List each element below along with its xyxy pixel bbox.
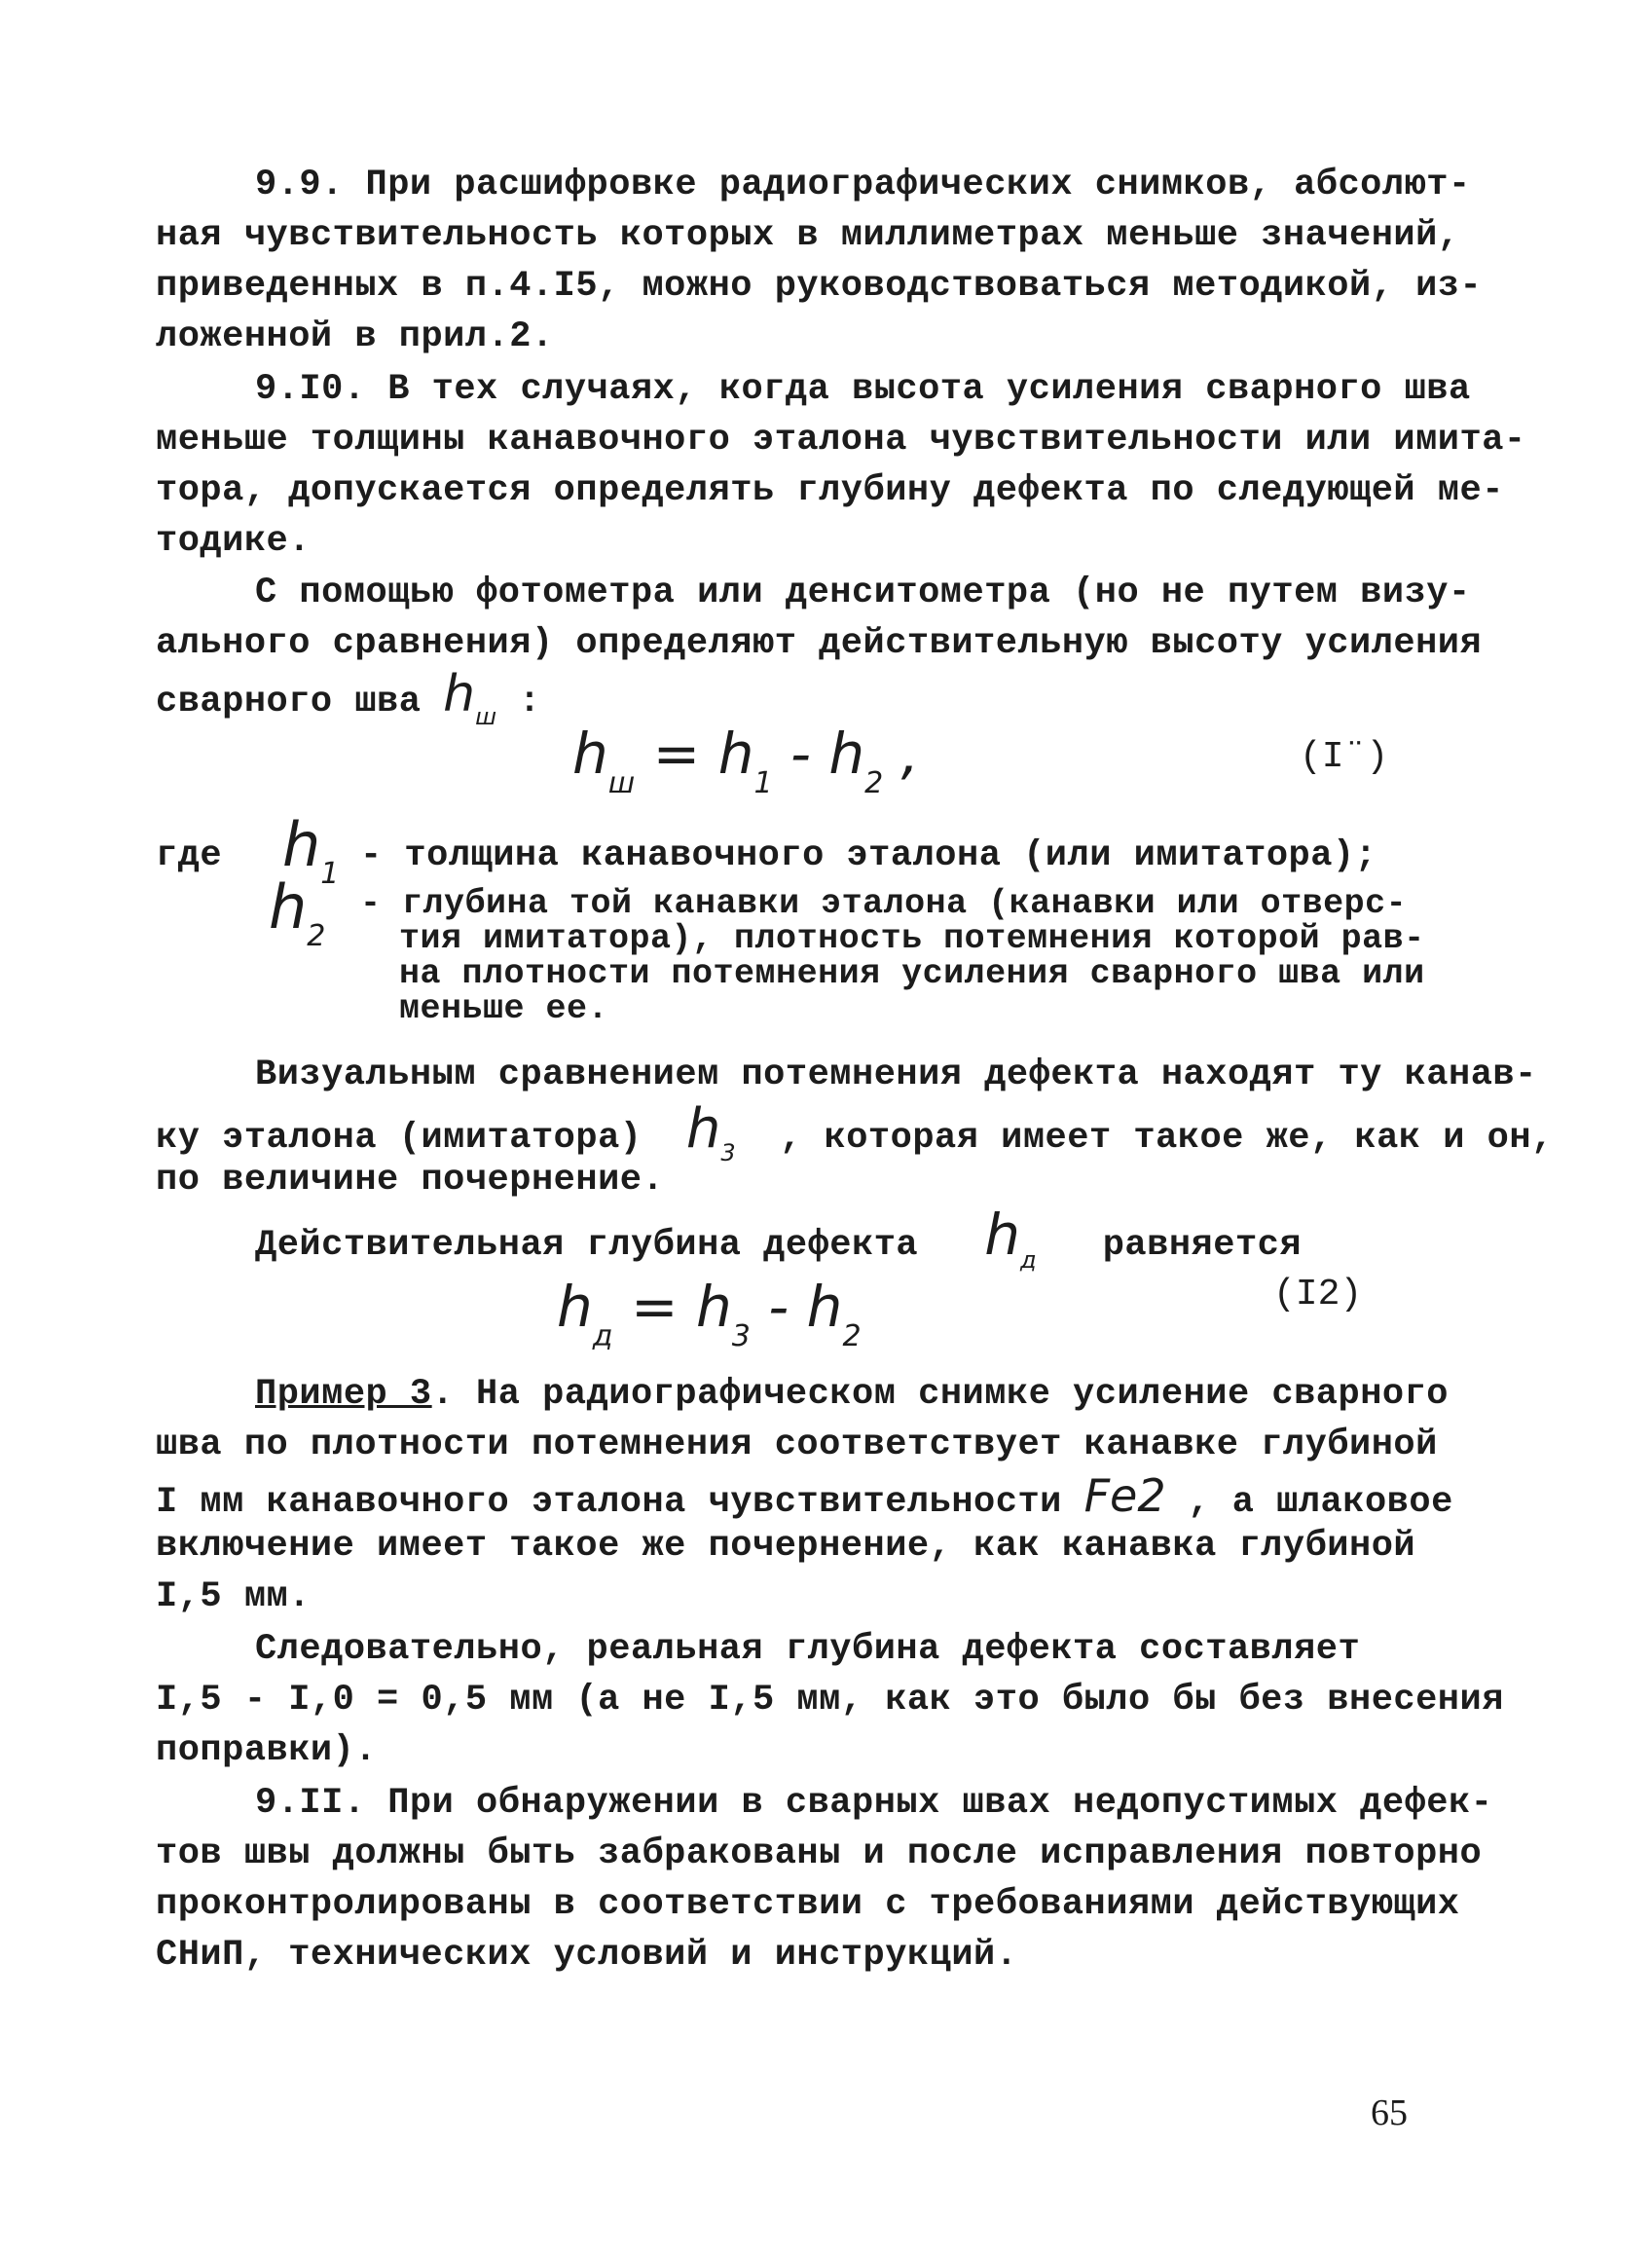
text-line: проконтролированы в соответствии с требованиями действующих: [156, 1884, 1460, 1925]
symbol-h: h: [685, 1097, 721, 1161]
text-line: приведенных в п.4.I5, можно руководствоваться методикой, из-: [156, 266, 1483, 307]
symbol-h: h: [572, 721, 608, 787]
symbol-subscript: 3: [731, 1319, 751, 1353]
text-line: по величине почернение.: [156, 1160, 665, 1201]
symbol-h: h: [828, 721, 865, 787]
text-line: 9.9. При расшифровке радиографических снимков, абсолют-: [255, 165, 1471, 205]
text-line: I,5 - I,0 = 0,5 мм (а не I,5 мм, как это было бы без внесения: [156, 1680, 1504, 1721]
comma: ,: [883, 721, 920, 787]
symbol-subscript: ш: [475, 703, 497, 730]
text-fragment: Действительная глубина дефекта: [255, 1225, 919, 1266]
text-line: шва по плотности потемнения соответствует канавке глубиной: [156, 1425, 1438, 1465]
symbol-subscript: 1: [320, 857, 340, 891]
text-line: включение имеет такое же почернение, как канавка глубиной: [156, 1526, 1416, 1567]
text-fragment: , которая имеет такое же, как и он,: [780, 1118, 1554, 1159]
symbol-subscript: 2: [307, 919, 326, 953]
page-number: 65: [1371, 2092, 1408, 2133]
text-line: 9.II. При обнаружении в сварных швах недопустимых дефек-: [255, 1783, 1493, 1824]
example-label: Пример 3: [255, 1374, 432, 1415]
text-fragment: I мм канавочного эталона чувствительности: [156, 1482, 1062, 1523]
symbol-h: h: [557, 1274, 593, 1340]
text-line: поправки).: [156, 1730, 378, 1771]
symbol-h: h: [984, 1202, 1020, 1268]
symbol-subscript: д: [592, 1319, 613, 1353]
text-fragment: , а шлаковое: [1188, 1482, 1453, 1523]
text-line: [255, 1371, 1449, 1418]
symbol-h: h: [806, 1274, 843, 1340]
text-line: тов швы должны быть забракованы и после исправления повторно: [156, 1833, 1483, 1874]
symbol-subscript: ш: [607, 766, 636, 800]
minus-sign: -: [750, 1274, 807, 1340]
text-line: - толщина канавочного эталона (или имитатора);: [360, 835, 1377, 876]
equation-11: [572, 721, 920, 800]
text-fragment: . На радиографическом снимке усиление сварного: [431, 1374, 1450, 1415]
symbol-h: h: [696, 1274, 732, 1340]
minus-sign: -: [772, 721, 829, 787]
text-line: тора, допускается определять глубину дефекта по следующей ме-: [156, 470, 1504, 511]
text-line: ная чувствительность которых в миллиметрах меньше значений,: [156, 215, 1460, 256]
equation-number: (I¨): [1300, 736, 1389, 778]
text-line: 9.I0. В тех случаях, когда высота усиления сварного шва: [255, 369, 1471, 410]
text-line: на плотности потемнения усиления сварного шва или: [399, 954, 1425, 993]
symbol-h: h: [269, 871, 308, 943]
where-label: где: [156, 835, 223, 876]
fe2-symbol: Fe2: [1083, 1469, 1166, 1522]
text-fragment: равняется: [1102, 1225, 1303, 1266]
equation-number: (I2): [1273, 1274, 1363, 1315]
text-line: СНиП, технических условий и инструкций.: [156, 1935, 1018, 1976]
text-line: меньше толщины канавочного эталона чувствительности или имита-: [156, 420, 1526, 461]
text-line: ложенной в прил.2.: [156, 316, 554, 357]
text-line: тия имитатора), плотность потемнения которой рав-: [399, 919, 1425, 958]
symbol-subscript: 1: [753, 766, 773, 800]
text-fragment: сварного шва: [156, 682, 422, 722]
symbol-h: h: [282, 809, 321, 880]
equals-sign: =: [635, 721, 718, 787]
symbol-h: h: [717, 721, 754, 787]
text-fragment: :: [518, 682, 541, 722]
symbol-h2: [269, 871, 326, 953]
text-line: [255, 1202, 1303, 1274]
text-line: - глубина той канавки эталона (канавки или отверс-: [360, 884, 1408, 923]
equation-12: [557, 1274, 862, 1353]
symbol-h: h: [443, 665, 476, 723]
text-line: I,5 мм.: [156, 1576, 311, 1617]
symbol-subscript: 3: [720, 1139, 736, 1166]
text-line: Визуальным сравнением потемнения дефекта находят ту канав-: [255, 1055, 1537, 1095]
symbol-subscript: 2: [864, 766, 884, 800]
text-fragment: ку эталона (имитатора): [156, 1118, 642, 1159]
text-line: ального сравнения) определяют действительную высоту усиления: [156, 623, 1483, 664]
text-line: тодике.: [156, 521, 311, 562]
text-line: меньше ее.: [399, 989, 609, 1028]
text-line: С помощью фотометра или денситометра (но не путем визу-: [255, 573, 1471, 613]
symbol-subscript: д: [1020, 1246, 1037, 1274]
text-line: [156, 1469, 1453, 1526]
text-line: [156, 665, 541, 730]
text-line: Следовательно, реальная глубина дефекта составляет: [255, 1629, 1361, 1670]
symbol-subscript: 2: [842, 1319, 862, 1353]
equals-sign: =: [612, 1274, 696, 1340]
text-line: [156, 1097, 1554, 1166]
